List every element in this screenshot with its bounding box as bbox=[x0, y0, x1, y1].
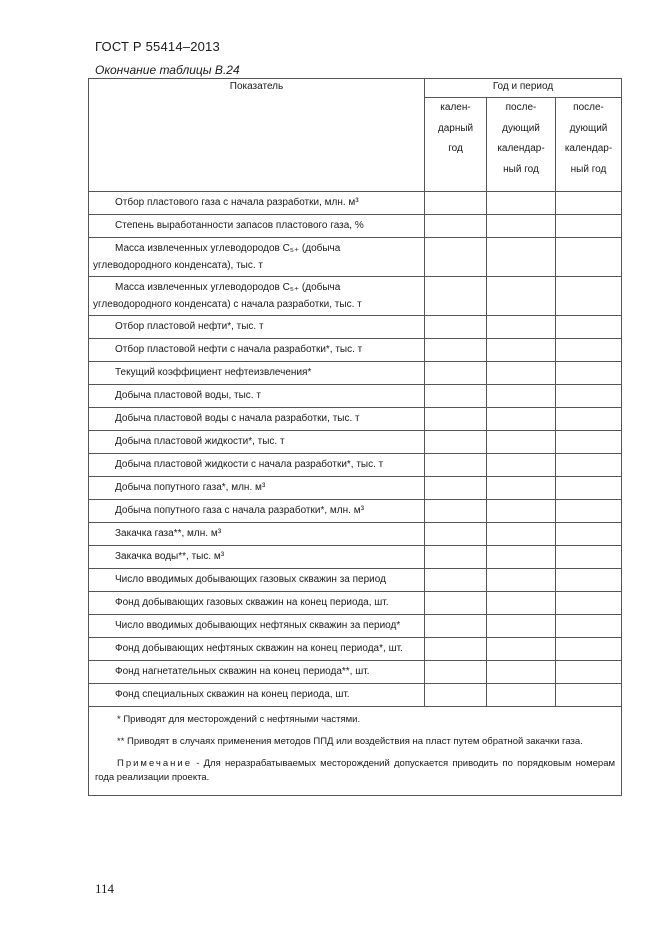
value-cell bbox=[556, 277, 622, 316]
row-indicator: Масса извлеченных углеводородов С₅₊ (добыча углеводородного конденсата), тыс. т bbox=[89, 238, 425, 277]
value-cell bbox=[487, 592, 556, 615]
row-indicator: Фонд добывающих нефтяных скважин на конец периода*, шт. bbox=[89, 638, 425, 661]
table-row bbox=[89, 615, 622, 638]
row-indicator: Закачка воды**, тыс. м³ bbox=[89, 546, 425, 569]
table-row bbox=[89, 316, 622, 339]
row-indicator: Закачка газа**, млн. м³ bbox=[89, 523, 425, 546]
value-cell bbox=[487, 523, 556, 546]
table-row bbox=[89, 500, 622, 523]
data-table bbox=[88, 78, 622, 796]
value-cell bbox=[556, 316, 622, 339]
value-cell bbox=[425, 215, 487, 238]
row-indicator: Отбор пластовой нефти*, тыс. т bbox=[89, 316, 425, 339]
row-indicator: Добыча пластовой воды, тыс. т bbox=[89, 385, 425, 408]
value-cell bbox=[556, 592, 622, 615]
value-cell bbox=[425, 661, 487, 684]
value-cell bbox=[487, 362, 556, 385]
value-cell bbox=[556, 385, 622, 408]
value-cell bbox=[556, 477, 622, 500]
value-cell bbox=[556, 546, 622, 569]
value-cell bbox=[487, 684, 556, 707]
value-cell bbox=[425, 277, 487, 316]
table-row bbox=[89, 215, 622, 238]
value-cell bbox=[556, 684, 622, 707]
table-row bbox=[89, 661, 622, 684]
value-cell bbox=[487, 339, 556, 362]
table-row bbox=[89, 431, 622, 454]
value-cell bbox=[487, 192, 556, 215]
row-indicator: Степень выработанности запасов пластового газа, % bbox=[89, 215, 425, 238]
table-row bbox=[89, 546, 622, 569]
table-row bbox=[89, 638, 622, 661]
value-cell bbox=[556, 362, 622, 385]
table-row bbox=[89, 408, 622, 431]
value-cell bbox=[487, 431, 556, 454]
note-remark bbox=[95, 757, 615, 785]
value-cell bbox=[487, 277, 556, 316]
row-indicator: Добыча попутного газа*, млн. м³ bbox=[89, 477, 425, 500]
value-cell bbox=[425, 500, 487, 523]
value-cell bbox=[425, 615, 487, 638]
table-row bbox=[89, 684, 622, 707]
row-indicator: Масса извлеченных углеводородов С₅₊ (добыча углеводородного конденсата) с начала разработки, тыс. т bbox=[89, 277, 425, 316]
value-cell bbox=[425, 316, 487, 339]
table-row bbox=[89, 523, 622, 546]
value-cell bbox=[425, 523, 487, 546]
value-cell bbox=[556, 661, 622, 684]
value-cell bbox=[487, 638, 556, 661]
row-indicator: Добыча попутного газа с начала разработки*, млн. м³ bbox=[89, 500, 425, 523]
table-notes bbox=[89, 707, 622, 796]
value-cell bbox=[487, 385, 556, 408]
table-row bbox=[89, 454, 622, 477]
row-indicator: Фонд нагнетательных скважин на конец периода**, шт. bbox=[89, 661, 425, 684]
value-cell bbox=[487, 238, 556, 277]
value-cell bbox=[487, 500, 556, 523]
value-cell bbox=[487, 454, 556, 477]
table-row bbox=[89, 192, 622, 215]
value-cell bbox=[425, 192, 487, 215]
value-cell bbox=[556, 523, 622, 546]
value-cell bbox=[556, 192, 622, 215]
value-cell bbox=[556, 238, 622, 277]
row-indicator: Число вводимых добывающих газовых скважин за период bbox=[89, 569, 425, 592]
table-row bbox=[89, 569, 622, 592]
value-cell bbox=[487, 408, 556, 431]
value-cell bbox=[425, 385, 487, 408]
value-cell bbox=[487, 661, 556, 684]
row-indicator: Отбор пластового газа с начала разработки, млн. м³ bbox=[89, 192, 425, 215]
value-cell bbox=[425, 339, 487, 362]
value-cell bbox=[556, 454, 622, 477]
value-cell bbox=[556, 500, 622, 523]
value-cell bbox=[425, 477, 487, 500]
row-indicator: Число вводимых добывающих нефтяных скважин за период* bbox=[89, 615, 425, 638]
page-number: 114 bbox=[95, 881, 115, 896]
note-remark-label: Примечание bbox=[117, 758, 192, 769]
standard-code: ГОСТ Р 55414–2013 bbox=[95, 39, 220, 54]
header-next-year-2: после- дующий календар- ный год bbox=[556, 98, 622, 192]
value-cell bbox=[425, 408, 487, 431]
table-row bbox=[89, 477, 622, 500]
value-cell bbox=[425, 362, 487, 385]
note-remark-text: - Для неразрабатываемых месторождений допускается приводить по порядковым номерам года реализации проекта. bbox=[95, 758, 616, 783]
value-cell bbox=[556, 431, 622, 454]
value-cell bbox=[556, 569, 622, 592]
value-cell bbox=[556, 339, 622, 362]
value-cell bbox=[425, 238, 487, 277]
value-cell bbox=[487, 546, 556, 569]
row-indicator: Отбор пластовой нефти с начала разработки*, тыс. т bbox=[89, 339, 425, 362]
value-cell bbox=[487, 569, 556, 592]
table-row bbox=[89, 592, 622, 615]
value-cell bbox=[425, 684, 487, 707]
notes-row bbox=[89, 707, 622, 796]
value-cell bbox=[487, 215, 556, 238]
table-row bbox=[89, 277, 622, 316]
value-cell bbox=[556, 638, 622, 661]
header-year-period: Год и период bbox=[425, 79, 622, 98]
value-cell bbox=[425, 431, 487, 454]
note-1: * Приводят для месторождений с нефтяными частями. bbox=[117, 714, 361, 725]
value-cell bbox=[425, 454, 487, 477]
table-caption: Окончание таблицы В.24 bbox=[95, 63, 240, 77]
header-next-year-1: после- дующий календар- ный год bbox=[487, 98, 556, 192]
row-indicator: Добыча пластовой воды с начала разработки, тыс. т bbox=[89, 408, 425, 431]
value-cell bbox=[425, 592, 487, 615]
value-cell bbox=[556, 215, 622, 238]
value-cell bbox=[425, 638, 487, 661]
table-row bbox=[89, 238, 622, 277]
value-cell bbox=[425, 569, 487, 592]
value-cell bbox=[487, 316, 556, 339]
row-indicator: Фонд добывающих газовых скважин на конец периода, шт. bbox=[89, 592, 425, 615]
value-cell bbox=[487, 477, 556, 500]
row-indicator: Фонд специальных скважин на конец периода, шт. bbox=[89, 684, 425, 707]
value-cell bbox=[425, 546, 487, 569]
table-row bbox=[89, 362, 622, 385]
header-calendar-year: кален- дарный год bbox=[425, 98, 487, 192]
row-indicator: Добыча пластовой жидкости с начала разработки*, тыс. т bbox=[89, 454, 425, 477]
note-2: ** Приводят в случаях применения методов ППД или воздействия на пласт путем обратной закачки газа. bbox=[117, 736, 583, 747]
row-indicator: Добыча пластовой жидкости*, тыс. т bbox=[89, 431, 425, 454]
value-cell bbox=[556, 615, 622, 638]
row-indicator: Текущий коэффициент нефтеизвлечения* bbox=[89, 362, 425, 385]
header-indicator: Показатель bbox=[89, 79, 425, 192]
table-row bbox=[89, 339, 622, 362]
value-cell bbox=[556, 408, 622, 431]
table-row bbox=[89, 385, 622, 408]
value-cell bbox=[487, 615, 556, 638]
